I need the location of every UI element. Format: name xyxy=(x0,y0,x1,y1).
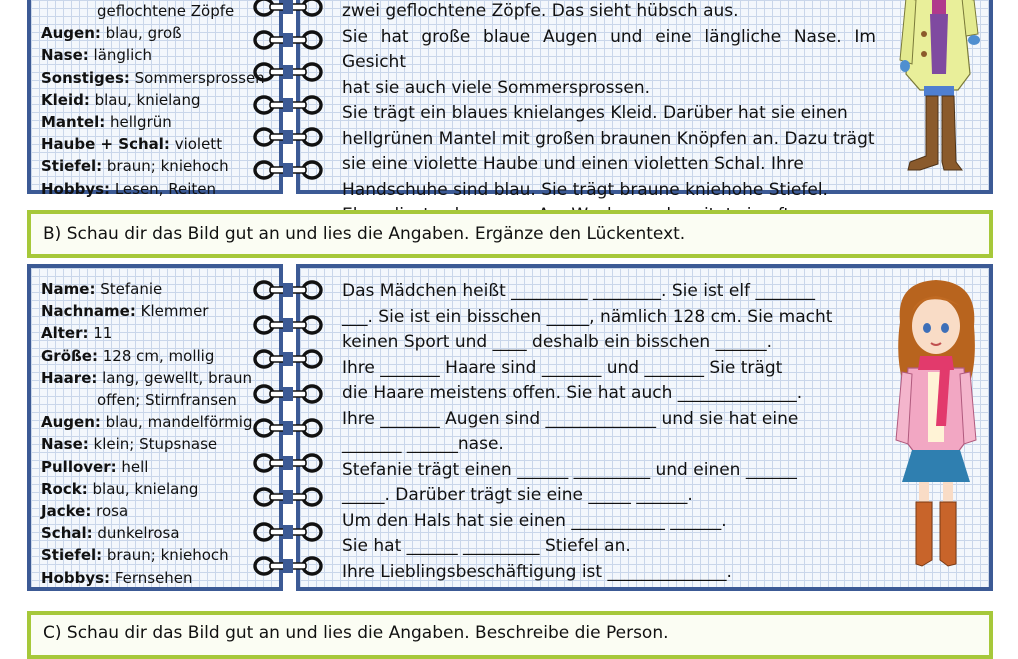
info-value: braun; kniehoch xyxy=(102,157,229,176)
section-a-info-card xyxy=(27,0,283,198)
info-row xyxy=(41,67,279,89)
info-label: Größe: xyxy=(41,346,98,365)
section-b-info-list xyxy=(31,268,279,589)
info-label: Augen: xyxy=(41,413,101,432)
spiral-ring xyxy=(252,94,324,116)
info-value: rosa xyxy=(91,502,129,521)
text-line: Stefanie trägt einen ______ _________ und einen ______ xyxy=(342,459,797,480)
info-value: blau, mandelförmig xyxy=(100,413,253,432)
info-row xyxy=(41,544,279,566)
section-a-info-list xyxy=(31,0,279,200)
section-c-instruction-banner xyxy=(27,611,993,659)
info-value: geflochtene Zöpfe xyxy=(97,2,235,20)
section-c-instruction: C) Schau dir das Bild gut an und lies die Angaben. Beschreibe die Person. xyxy=(43,623,669,643)
info-value: blau, knielang xyxy=(89,90,201,109)
info-row xyxy=(41,178,279,200)
elena-illustration xyxy=(892,0,984,190)
spiral-ring xyxy=(252,159,324,181)
info-value: Fernsehen xyxy=(110,568,193,587)
text-line: hellgrünen Mantel mit großen braunen Knöpfen an. Dazu trägt xyxy=(342,128,875,149)
spiral-ring xyxy=(252,61,324,83)
info-label: Kleid: xyxy=(41,90,90,109)
info-row xyxy=(41,89,279,111)
section-b-instruction: B) Schau dir das Bild gut an und lies die Angaben. Ergänze den Lückentext. xyxy=(43,224,686,244)
info-value: blau, groß xyxy=(100,24,182,43)
info-value: hellgrün xyxy=(105,113,172,132)
info-row xyxy=(41,411,279,433)
info-value: länglich xyxy=(88,46,153,65)
text-line: Ihre Lieblingsbeschäftigung ist ______________. xyxy=(342,561,732,582)
text-line: Sie trägt ein blaues knielanges Kleid. Darüber hat sie einen xyxy=(342,103,848,123)
info-value: blau, knielang xyxy=(87,479,199,498)
info-row xyxy=(41,567,279,589)
text-line: _____. Darüber trägt sie eine _____ ______. xyxy=(342,485,693,505)
info-label: Haube + Schal: xyxy=(41,135,170,154)
text-line: Das Mädchen heißt _________ ________. Sie ist elf _______ xyxy=(342,281,815,301)
text-line: Sie hat ______ _________ Stiefel an. xyxy=(342,536,631,556)
info-row xyxy=(41,478,279,500)
spiral-ring xyxy=(252,521,324,543)
info-row xyxy=(41,367,279,389)
section-b-text-card xyxy=(296,264,993,591)
info-value: dunkelrosa xyxy=(92,524,180,543)
info-row xyxy=(41,22,279,44)
info-label: Haare: xyxy=(41,368,98,387)
section-b-spiral-rings xyxy=(252,270,324,590)
info-label: Nachname: xyxy=(41,302,136,321)
info-label: Mantel: xyxy=(41,113,106,132)
info-label: Nase: xyxy=(41,46,89,65)
text-line: keinen Sport und ____ deshalb ein bisschen ______. xyxy=(342,332,772,352)
text-line: hat sie auch viele Sommersprossen. xyxy=(342,77,651,98)
spiral-ring xyxy=(252,555,324,577)
info-label: Hobbys: xyxy=(41,179,111,198)
info-value: braun; kniehoch xyxy=(102,546,229,565)
info-value: Stefanie xyxy=(95,280,163,298)
text-line: Um den Hals hat sie einen ___________ ______. xyxy=(342,510,727,531)
info-row xyxy=(41,155,279,177)
spiral-ring xyxy=(252,452,324,474)
info-value: klein; Stupsnase xyxy=(88,435,218,454)
section-a-spiral-rings xyxy=(252,0,324,196)
text-line: die Haare meistens offen. Sie hat auch ______________. xyxy=(342,383,803,403)
info-row xyxy=(41,522,279,544)
text-line: ___. Sie ist ein bisschen _____, nämlich 128 cm. Sie macht xyxy=(342,306,833,327)
info-row xyxy=(41,389,279,411)
info-value: 11 xyxy=(88,324,113,343)
info-label: Hobbys: xyxy=(41,568,111,587)
info-value: Lesen, Reiten xyxy=(110,179,216,198)
info-label: Augen: xyxy=(41,24,101,43)
section-a-text xyxy=(342,0,886,229)
info-label: Jacke: xyxy=(41,502,92,521)
spiral-ring xyxy=(252,417,324,439)
info-value: lang, gewellt, braun xyxy=(97,368,252,387)
info-row xyxy=(41,456,279,478)
text-line: zwei geflochtene Zöpfe. Das sieht hübsch aus. xyxy=(342,1,739,21)
spiral-ring xyxy=(252,383,324,405)
info-value: hell xyxy=(116,457,149,476)
spiral-ring xyxy=(252,126,324,148)
info-row xyxy=(41,278,279,300)
section-b-info-card xyxy=(27,264,283,591)
stefanie-illustration xyxy=(886,276,986,572)
section-b-instruction-banner xyxy=(27,210,993,258)
text-line: _______ ______nase. xyxy=(342,434,504,454)
info-label: Stiefel: xyxy=(41,157,103,176)
info-value: offen; Stirnfransen xyxy=(97,391,237,410)
text-line: Ihre _______ Haare sind _______ und _______ Sie trägt xyxy=(342,357,783,378)
info-label: Sonstiges: xyxy=(41,68,130,87)
info-row xyxy=(41,300,279,322)
info-row xyxy=(41,0,279,22)
text-line: Sie hat große blaue Augen und eine längliche Nase. Im Gesicht xyxy=(342,26,876,72)
info-label: Schal: xyxy=(41,524,93,543)
info-row xyxy=(41,133,279,155)
spiral-ring xyxy=(252,0,324,18)
text-line: Ihre _______ Augen sind _____________ und sie hat eine xyxy=(342,408,799,429)
section-a-text-card xyxy=(296,0,993,200)
spiral-ring xyxy=(252,486,324,508)
section-b-cloze-text xyxy=(342,279,886,585)
info-value: Sommersprossen xyxy=(129,68,265,87)
info-row xyxy=(41,345,279,367)
info-label: Alter: xyxy=(41,324,89,343)
info-label: Rock: xyxy=(41,479,88,498)
info-label: Stiefel: xyxy=(41,546,103,565)
info-row xyxy=(41,322,279,344)
info-value: 128 cm, mollig xyxy=(97,346,215,365)
info-row xyxy=(41,111,279,133)
spiral-ring xyxy=(252,314,324,336)
info-value: Klemmer xyxy=(135,302,209,321)
info-label: Name: xyxy=(41,280,96,298)
spiral-ring xyxy=(252,29,324,51)
info-row xyxy=(41,500,279,522)
info-row xyxy=(41,44,279,66)
spiral-ring xyxy=(252,348,324,370)
spiral-ring xyxy=(252,279,324,301)
text-line: Handschuhe sind blau. Sie trägt braune kniehohe Stiefel. xyxy=(342,179,828,200)
info-label: Nase: xyxy=(41,435,89,454)
text-line: sie eine violette Haube und einen violetten Schal. Ihre xyxy=(342,154,804,174)
info-value: violett xyxy=(169,135,223,154)
info-row xyxy=(41,433,279,455)
info-label: Pullover: xyxy=(41,457,117,476)
